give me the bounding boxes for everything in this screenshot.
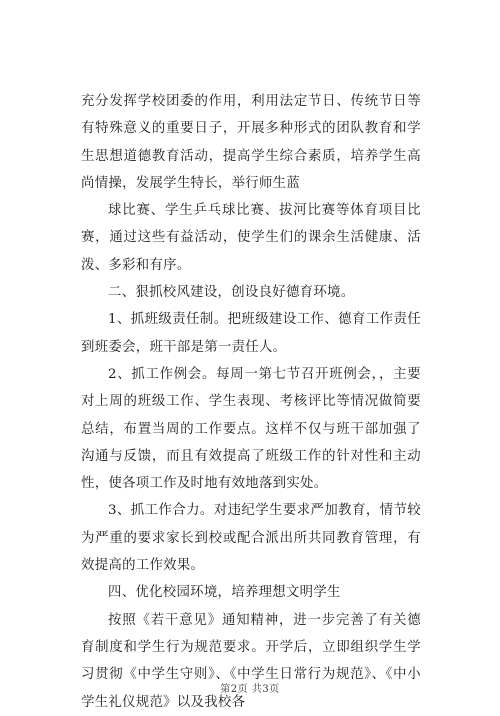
heading-campus-environment: 四、优化校园环境，培养理想文明学生 xyxy=(108,585,341,601)
paragraph-work-synergy: 3、抓工作合力。对违纪学生要求严加教育，情节较为严重的要求家长到校或配合派出所共同教育管理，有效提高的工作效果。 xyxy=(81,503,421,574)
paragraph-regulations: 按照《若干意见》通知精神，进一步完善了有关德育制度和学生行为规范要求。开学后，立即组织学生学习贯彻《中学生守则》、《中学生日常行为规范》、《中小学生礼仪规范》以及我校各 xyxy=(81,612,421,710)
page-number-footer: 第2页 共3页 xyxy=(220,684,280,695)
heading-school-spirit: 二、狠抓校风建设，创设良好德育环境。 xyxy=(108,285,355,301)
paragraph-activities: 充分发挥学校团委的作用，利用法定节日、传统节日等有特殊意义的重要日子，开展多种形式的团队教育和学生思想道德教育活动，提高学生综合素质，培养学生高尚情操，发展学生特长，举行师生蓝 xyxy=(81,94,421,191)
paragraph-class-responsibility: 1、抓班级责任制。把班级建设工作、德育工作责任到班委会，班干部是第一责任人。 xyxy=(81,312,421,355)
paragraph-work-meeting: 2、抓工作例会。每周一第七节召开班例会，，主要对上周的班级工作、学生表现、考核评比等情况做简要总结，布置当周的工作要点。这样不仅与班干部加强了沟通与反馈，而且有效提高了班级工作的针对性和主动性，使各项工作及时地有效地落到实处。 xyxy=(81,366,421,492)
document-body xyxy=(81,88,421,716)
paragraph-competitions: 球比赛、学生乒乓球比赛、拔河比赛等体育项目比赛，通过这些有益活动，使学生们的课余生活健康、活泼、多彩和有序。 xyxy=(81,203,421,273)
